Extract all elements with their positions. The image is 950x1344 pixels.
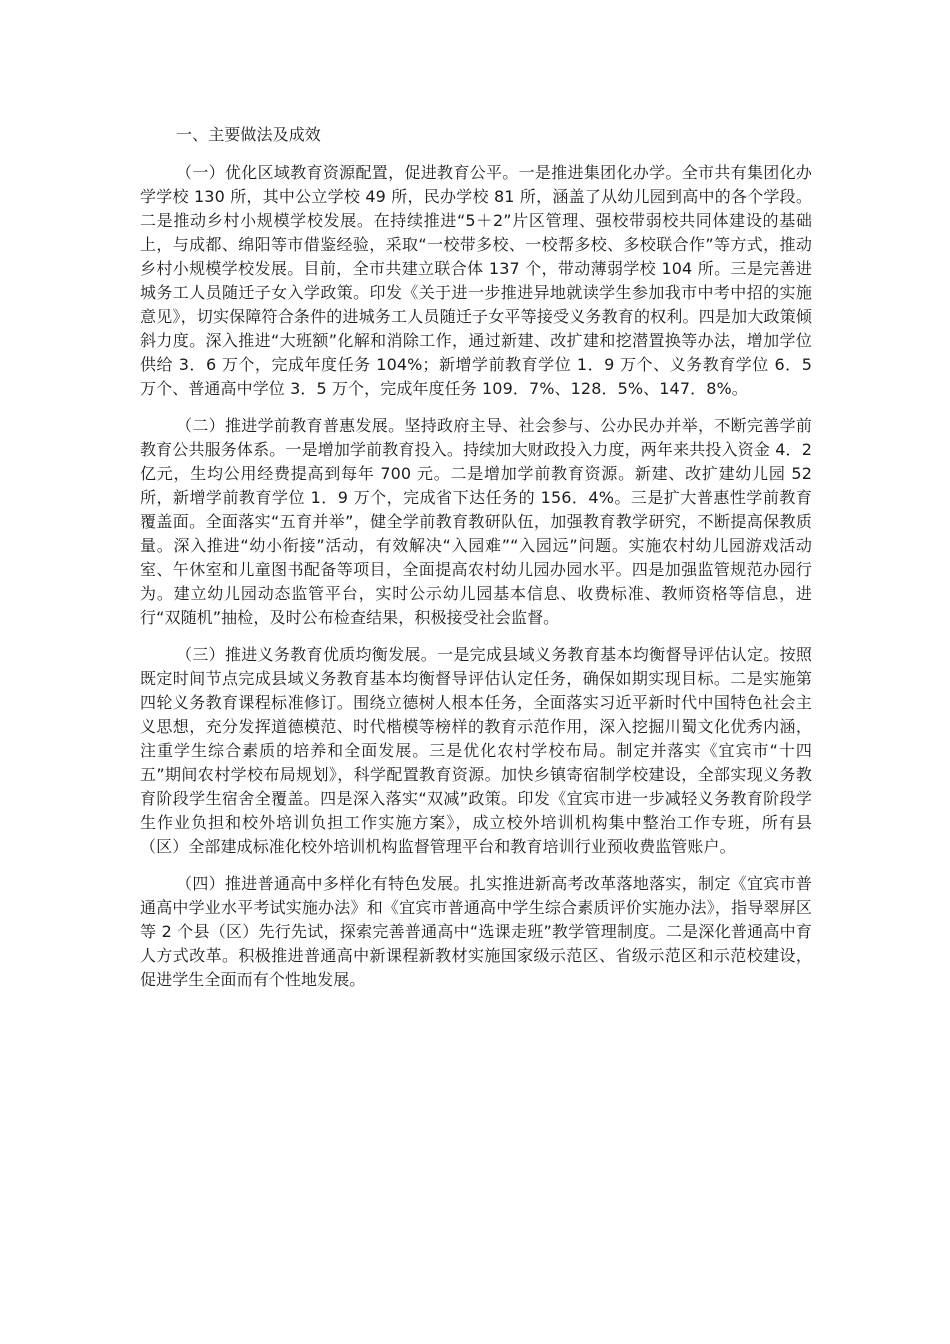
section-heading: 一、主要做法及成效 [176, 125, 321, 144]
paragraph-2: （二）推进学前教育普惠发展。坚持政府主导、社会参与、公办民办并举，不断完善学前教育公共服务体系。一是增加学前教育投入。持续加大财政投入力度，两年来共投入资金 4．2 亿元，生均公用经费提高到每年 700 元。二是增加学前教育资源。新建、改扩建幼儿园 52 所，新增学前教育学位 1．9 万个，完成省下达任务的 156．4%。三是扩大普惠性学前教育覆盖面。全面落实“五育并举”，健全学前教育教研队伍，加强教育教学研究，不断提高保教质量。深入推进“幼小衔接”活动，有效解决“入园难”“入园远”问题。实施农村幼儿园游戏活动室、午休室和儿童图书配备等项目，全面提高农村幼儿园办园水平。四是加强监管规范办园行为。建立幼儿园动态监管平台，实时公示幼儿园基本信息、收费标准、教师资格等信息，进行“双随机”抽检，及时公布检查结果，积极接受社会监督。 [140, 416, 812, 627]
paragraph-4: （四）推进普通高中多样化有特色发展。扎实推进新高考改革落地落实，制定《宜宾市普通高中学业水平考试实施办法》和《宜宾市普通高中学生综合素质评价实施办法》，指导翠屏区等 2 个县（区）先行先试，探索完善普通高中“选课走班”教学管理制度。二是深化普通高中育人方式改革。积极推进普通高中新课程新教材实施国家级示范区、省级示范区和示范校建设，促进学生全面而有个性地发展。 [140, 874, 812, 989]
document-body [140, 123, 812, 1005]
paragraph-1: （一）优化区域教育资源配置，促进教育公平。一是推进集团化办学。全市共有集团化办学学校 130 所，其中公立学校 49 所，民办学校 81 所，涵盖了从幼儿园到高中的各个学段。二是推动乡村小规模学校发展。在持续推进“5＋2”片区管理、强校带弱校共同体建设的基础上，与成都、绵阳等市借鉴经验，采取“一校带多校、一校帮多校、多校联合作”等方式，推动乡村小规模学校发展。目前，全市共建立联合体 137 个，带动薄弱学校 104 所。三是完善进城务工人员随迁子女入学政策。印发《关于进一步推进异地就读学生参加我市中考中招的实施意见》，切实保障符合条件的进城务工人员随迁子女平等接受义务教育的权利。四是加大政策倾斜力度。深入推进“大班额”化解和消除工作，通过新建、改扩建和挖潜置换等办法，增加学位供给 3．6 万个，完成年度任务 104%；新增学前教育学位 1．9 万个、义务教育学位 6．5 万个、普通高中学位 3．5 万个，完成年度任务 109．7%、128．5%、147．8%。 [140, 163, 812, 398]
paragraph-3: （三）推进义务教育优质均衡发展。一是完成县域义务教育基本均衡督导评估认定。按照既定时间节点完成县域义务教育基本均衡督导评估认定任务，确保如期实现目标。二是实施第四轮义务教育课程标准修订。围绕立德树人根本任务，全面落实习近平新时代中国特色社会主义思想，充分发挥道德模范、时代楷模等榜样的教育示范作用，深入挖掘川蜀文化优秀内涵，注重学生综合素质的培养和全面发展。三是优化农村学校布局。制定并落实《宜宾市“十四五”期间农村学校布局规划》，科学配置教育资源。加快乡镇寄宿制学校建设，全部实现义务教育阶段学生宿舍全覆盖。四是深入落实“双减”政策。印发《宜宾市进一步减轻义务教育阶段学生作业负担和校外培训负担工作实施方案》，成立校外培训机构集中整治工作专班，所有县（区）全部建成标准化校外培训机构监督管理平台和教育培训行业预收费监管账户。 [140, 645, 812, 856]
